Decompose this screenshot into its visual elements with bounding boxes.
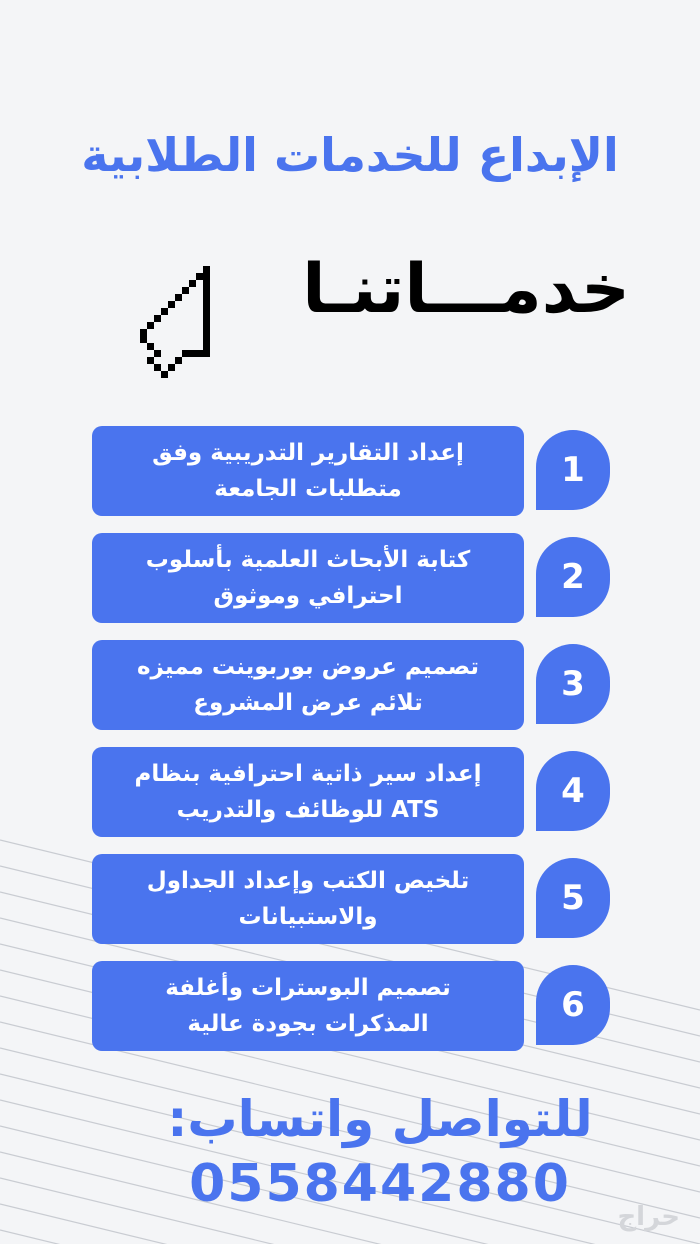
cursor-pixel — [147, 322, 154, 329]
service-item — [0, 747, 700, 839]
cursor-pixel — [147, 357, 154, 364]
cursor-pixel — [161, 308, 168, 315]
cursor-pixel — [203, 322, 210, 329]
cursor-pixel — [154, 364, 161, 371]
service-text: تصميم البوسترات وأغلفة المذكرات بجودة عالية — [92, 961, 524, 1051]
service-text: إعداد سير ذاتية احترافية بنظام ATS للوظائف والتدريب — [92, 747, 524, 837]
service-item — [0, 640, 700, 732]
service-number-badge: 2 — [536, 537, 610, 617]
cursor-pixel — [203, 301, 210, 308]
cursor-pixel — [203, 287, 210, 294]
phone-number[interactable]: 0558442880 — [189, 1154, 571, 1214]
cursor-pixel — [203, 273, 210, 280]
cursor-pixel — [196, 350, 203, 357]
cursor-pixel — [175, 294, 182, 301]
service-item — [0, 961, 700, 1053]
cursor-pixel — [203, 350, 210, 357]
service-text: إعداد التقارير التدريبية وفق متطلبات الجامعة — [92, 426, 524, 516]
cursor-pixel — [203, 329, 210, 336]
cursor-pixel — [154, 350, 161, 357]
cursor-pixel — [203, 266, 210, 273]
contact-label: للتواصل واتساب: — [167, 1090, 593, 1148]
cursor-pixel — [168, 301, 175, 308]
service-number-badge: 3 — [536, 644, 610, 724]
cursor-pixel — [168, 364, 175, 371]
cursor-pixel — [182, 287, 189, 294]
cursor-pixel — [147, 343, 154, 350]
cursor-pixel — [140, 329, 147, 336]
service-text: كتابة الأبحاث العلمية بأسلوب احترافي وموثوق — [92, 533, 524, 623]
service-number-badge: 1 — [536, 430, 610, 510]
cursor-pixel — [189, 280, 196, 287]
services-heading: خدمـــاتنـا — [302, 250, 630, 329]
cursor-pixel — [203, 315, 210, 322]
service-number-badge: 6 — [536, 965, 610, 1045]
watermark: حراج — [617, 1202, 680, 1232]
page-title: الإبداع للخدمات الطلابية — [81, 128, 619, 182]
service-item — [0, 426, 700, 518]
cursor-pixel — [161, 371, 168, 378]
service-text: تصميم عروض بوربوينت مميزه تلائم عرض المشروع — [92, 640, 524, 730]
service-item — [0, 533, 700, 625]
pixel-arrow-cursor-icon — [130, 262, 210, 378]
service-number-badge: 4 — [536, 751, 610, 831]
cursor-pixel — [175, 357, 182, 364]
cursor-pixel — [189, 350, 196, 357]
cursor-pixel — [203, 336, 210, 343]
cursor-pixel — [203, 294, 210, 301]
cursor-pixel — [203, 280, 210, 287]
cursor-pixel — [203, 308, 210, 315]
service-item — [0, 854, 700, 946]
service-text: تلخيص الكتب وإعداد الجداول والاستبيانات — [92, 854, 524, 944]
cursor-pixel — [140, 336, 147, 343]
cursor-pixel — [203, 343, 210, 350]
cursor-pixel — [154, 315, 161, 322]
cursor-pixel — [196, 273, 203, 280]
service-number-badge: 5 — [536, 858, 610, 938]
cursor-pixel — [182, 350, 189, 357]
